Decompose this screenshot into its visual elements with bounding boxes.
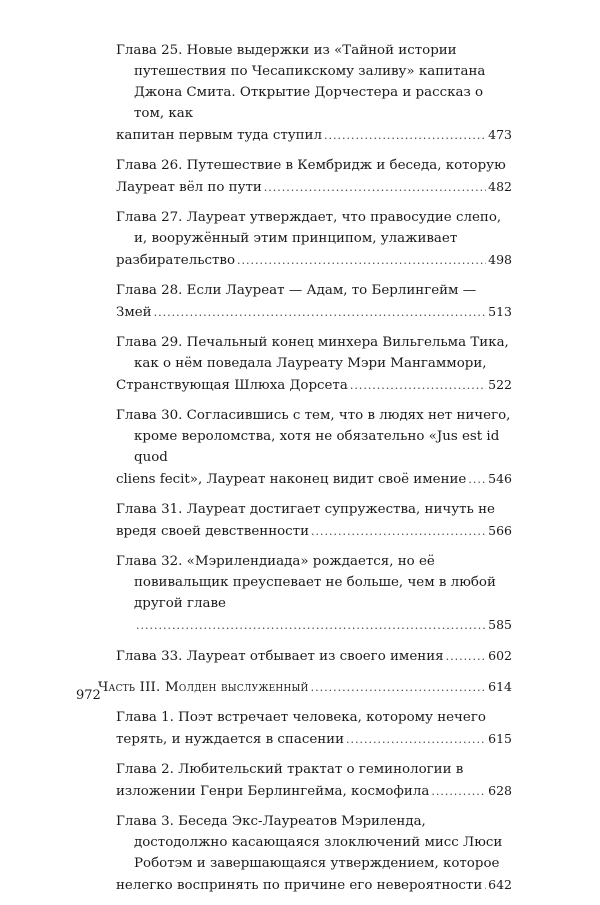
- toc-entry-title: Глава 31. Лауреат достигает супружества, ничуть не: [116, 502, 495, 517]
- dot-leader: [468, 469, 486, 490]
- toc-entry: [116, 707, 512, 750]
- toc-entry-leader-line: [116, 520, 512, 542]
- toc-entry-title-end: Лауреат вёл по пути: [116, 180, 262, 195]
- dot-leader: [324, 125, 486, 146]
- toc-entry-page: 602: [488, 648, 512, 663]
- toc-entry-title: Глава 26. Путешествие в Кембридж и беседа, которую: [116, 158, 506, 173]
- toc-entry-leader-line: [116, 728, 512, 750]
- toc-entry-leader-line: [116, 124, 512, 146]
- toc-part-entry: [98, 676, 512, 698]
- toc-entry-title-end: разбирательство: [116, 253, 236, 268]
- toc-entry-title-end: Часть III. Молден выслуженный: [98, 680, 309, 695]
- toc-entry-title: Глава 30. Согласившись с тем, что в людях нет ничего, кроме вероломства, хотя не обязательно «Jus est id quod: [116, 408, 511, 465]
- toc-entry-page: 546: [488, 471, 512, 486]
- toc-entry: [116, 551, 512, 636]
- toc-entry: [116, 40, 512, 146]
- toc-entry-title-end: терять, и нуждается в спасении: [116, 732, 345, 747]
- toc-entry-page: 522: [488, 377, 512, 392]
- toc-entry-leader-line: [116, 780, 512, 802]
- dot-leader: [154, 302, 487, 323]
- toc-entry-page: 642: [488, 877, 512, 892]
- toc-entry: [116, 332, 512, 396]
- toc-entry-title-end: Глава 33. Лауреат отбывает из своего имения: [116, 649, 444, 664]
- toc-entry-title: Глава 29. Печальный конец минхера Вильгельма Тика, как о нём поведала Лауреату Мэри Мангаммори,: [116, 335, 509, 371]
- toc-entry-leader-line: [116, 176, 512, 198]
- toc-entry-page: 498: [488, 252, 512, 267]
- dot-leader: [446, 646, 487, 667]
- toc-entry-leader-line: [116, 645, 512, 667]
- toc-entry-leader-line: [98, 676, 512, 698]
- toc-entry-title-end: Странствующая Шлюха Дорсета: [116, 378, 348, 393]
- toc-entry-page: 628: [488, 783, 512, 798]
- toc-entry: [116, 759, 512, 802]
- toc-entry-title-end: вредя своей девственности: [116, 524, 310, 539]
- toc-entry-leader-line: [116, 301, 512, 323]
- toc-entry: [116, 207, 512, 271]
- toc-entry-title: Глава 25. Новые выдержки из «Тайной истории путешествия по Чесапикскому заливу» капитана Джона Смита. Открытие Дорчестера и рассказ о том, как: [116, 43, 486, 121]
- dot-leader: [237, 250, 486, 271]
- toc-entry-leader-line: [116, 249, 512, 271]
- dot-leader: [311, 521, 486, 542]
- toc-entry-page: 482: [488, 179, 512, 194]
- toc-entry-title: Глава 32. «Мэрилендиада» рождается, но её повивальщик преуспевает не больше, чем в любой другой главе: [116, 554, 496, 611]
- toc-entry-page: 614: [488, 679, 512, 694]
- toc-entry-title: Глава 1. Поэт встречает человека, которому нечего: [116, 710, 486, 725]
- toc-entry-leader-line: [116, 468, 512, 490]
- toc-entry-leader-line: [116, 874, 512, 896]
- toc-entry-title-end: изложении Генри Берлингейма, космофила: [116, 784, 430, 799]
- dot-leader: [484, 875, 486, 896]
- toc-entry-title-end: Змей: [116, 305, 152, 320]
- toc-entry-page: 566: [488, 523, 512, 538]
- toc-entry: [116, 645, 512, 667]
- toc-entry-title: Глава 2. Любительский трактат о геминологии в: [116, 762, 464, 777]
- toc-entry: [116, 155, 512, 198]
- toc-entry: [116, 811, 512, 896]
- toc-entry: [116, 405, 512, 490]
- dot-leader: [136, 615, 486, 636]
- toc-entry-title: Глава 3. Беседа Экс-Лауреатов Мэриленда, достодолжно касающаяся злоключений мисс Люси Роботэм и завершающаяся утверждением, которое: [116, 814, 503, 871]
- toc-entry-page: 513: [488, 304, 512, 319]
- dot-leader: [431, 781, 486, 802]
- dot-leader: [346, 729, 486, 750]
- dot-leader: [311, 677, 487, 698]
- toc-entry-leader-line: [134, 614, 512, 636]
- toc-entry-page: 473: [488, 127, 512, 142]
- toc-entry-title-end: нелегко воспринять по причине его невероятности: [116, 878, 483, 893]
- toc-entry-title: Глава 27. Лауреат утверждает, что правосудие слепо, и, вооружённый этим принципом, улаживает: [116, 210, 502, 246]
- toc-entry-title-end: капитан первым туда ступил: [116, 128, 322, 143]
- toc-entry: [116, 499, 512, 542]
- page-number: 972: [76, 688, 101, 703]
- toc-entry: [116, 280, 512, 323]
- toc-entry-leader-line: [116, 374, 512, 396]
- dot-leader: [350, 375, 486, 396]
- toc-entry-title: Глава 28. Если Лауреат — Адам, то Берлингейм —: [116, 283, 477, 298]
- toc-entry-page: 615: [488, 731, 512, 746]
- toc-entry-title-end: cliens fecit», Лауреат наконец видит своё имение: [116, 472, 467, 487]
- dot-leader: [264, 177, 486, 198]
- table-of-contents: [98, 40, 512, 905]
- toc-entry-page: 585: [488, 617, 512, 632]
